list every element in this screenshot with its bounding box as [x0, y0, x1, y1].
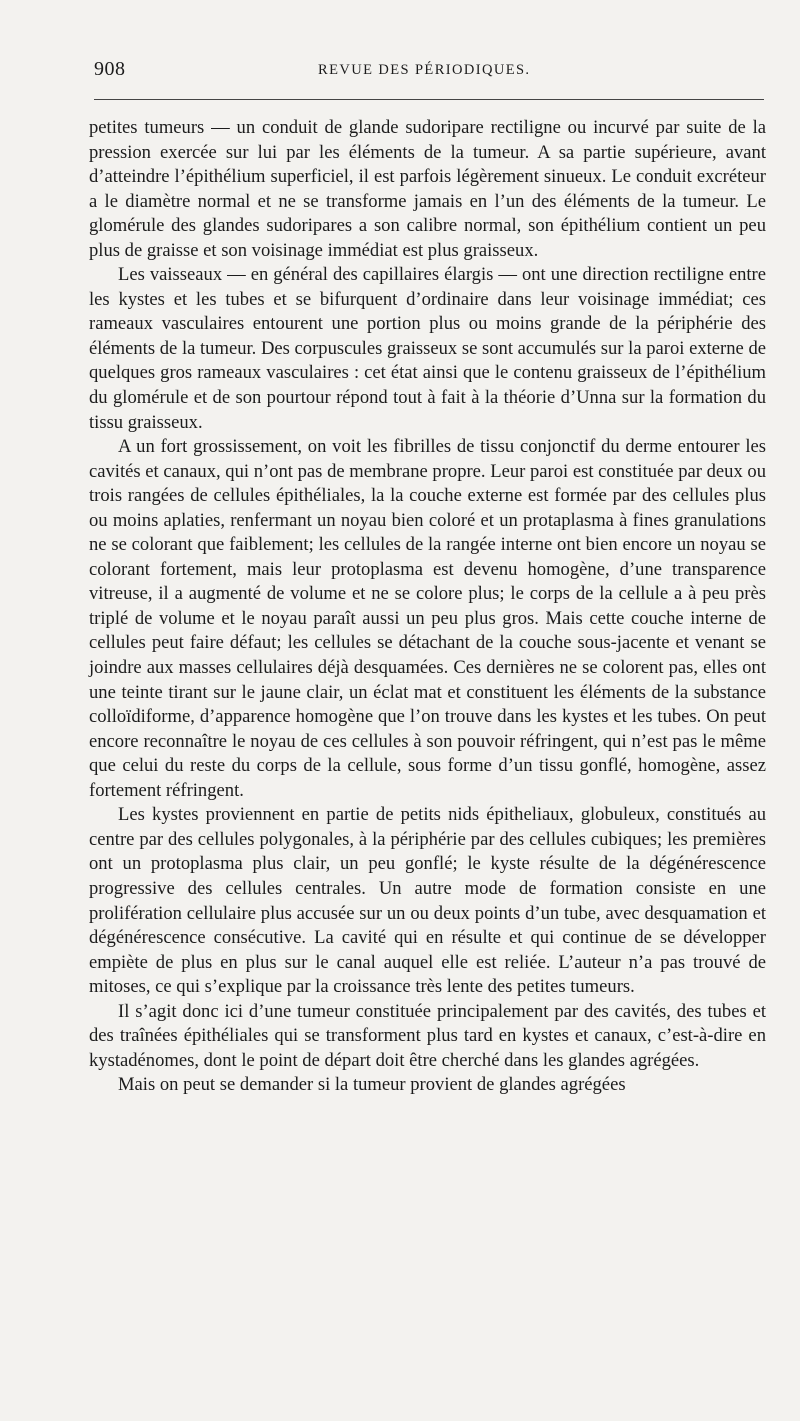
page-header	[94, 58, 764, 86]
paragraph: Les kystes proviennent en partie de petits nids épitheliaux, globuleux, constitués au centre par des cellules polygonales, à la périphérie par des cellules cubiques; les premières ont un protoplasma plus clair, un peu gonflé; le kyste résulte de la dégénérescence progressive des cellules centrales. Un autre mode de formation consiste en une prolifération cellulaire plus accusée sur un ou deux points d’un tube, avec desquamation et dégénérescence consécutive. La cavité qui en résulte et qui continue de se développer empiète de plus en plus sur le canal auquel elle est reliée. L’auteur n’a pas trouvé de mitoses, ce qui s’explique par la croissance très lente des petites tumeurs.	[89, 804, 766, 998]
header-rule	[94, 99, 764, 100]
body-text	[89, 116, 766, 1098]
paragraph: Les vaisseaux — en général des capillaires élargis — ont une direction rectiligne entre les kystes et les tubes et se bifurquent d’ordinaire dans leur voisinage immédiat; ces rameaux vasculaires entourent une portion plus ou moins grande de la périphérie des éléments de la tumeur. Des corpuscules graisseux se sont accumulés sur la paroi externe de quelques gros rameaux vasculaires : cet état ainsi que le contenu graisseux de l’épithélium du glomérule et de son pourtour répond tout à fait à la théorie d’Unna sur la formation du tissu graisseux.	[89, 264, 766, 433]
running-title: REVUE DES PÉRIODIQUES.	[318, 62, 531, 78]
paragraph: petites tumeurs — un conduit de glande sudoripare rectiligne ou incurvé par suite de la pression exercée sur lui par les éléments de la tumeur. A sa partie supérieure, avant d’atteindre l’épithélium superficiel, il est parfois légèrement sinueux. Le conduit excréteur a le diamètre normal et ne se transforme jamais en l’un des éléments de la tumeur. Le glomérule des glandes sudoripares a son calibre normal, son épithélium contient un peu plus de graisse et son voisinage immédiat est plus graisseux.	[89, 117, 766, 261]
paragraph: Il s’agit donc ici d’une tumeur constituée principalement par des cavités, des tubes et des traînées épithéliales qui se transforment plus tard en kystes et canaux, c’est-à-dire en kystadénomes, dont le point de départ doit être cherché dans les glandes agrégées.	[89, 1000, 766, 1071]
paragraph: A un fort grossissement, on voit les fibrilles de tissu conjonctif du derme entourer les cavités et canaux, qui n’ont pas de membrane propre. Leur paroi est constituée par deux ou trois rangées de cellules épithéliales, la la couche externe est formée par des cellules plus ou moins aplaties, renfermant un noyau bien coloré et un protaplasma à fines granulations ne se colorant que faiblement; les cellules de la rangée interne ont bien encore un noyau se colorant fortement, mais leur protoplasma est devenu homogène, d’une transparence vitreuse, il a augmenté de volume et ne se colore plus; le corps de la cellule a à peu près triplé de volume et le noyau paraît aussi un peu plus gros. Mais cette couche interne de cellules peut faire défaut; les cellules se détachant de la couche sous-jacente et venant se joindre aux masses cellulaires déjà desquamées. Ces dernières ne se colorent pas, elles ont une teinte tirant sur le jaune clair, un éclat mat et constituent les éléments de la substance colloïdiforme, d’apparence homogène que l’on trouve dans les kystes et les tubes. On peut encore reconnaître le noyau de ces cellules à son pouvoir réfringent, qui n’est pas le même que celui du reste du corps de la cellule, sous forme d’un tissu gonflé, homogène, assez fortement réfringent.	[89, 436, 766, 801]
paragraph: Mais on peut se demander si la tumeur provient de glandes agrégées	[118, 1074, 626, 1096]
page-number: 908	[94, 58, 126, 80]
